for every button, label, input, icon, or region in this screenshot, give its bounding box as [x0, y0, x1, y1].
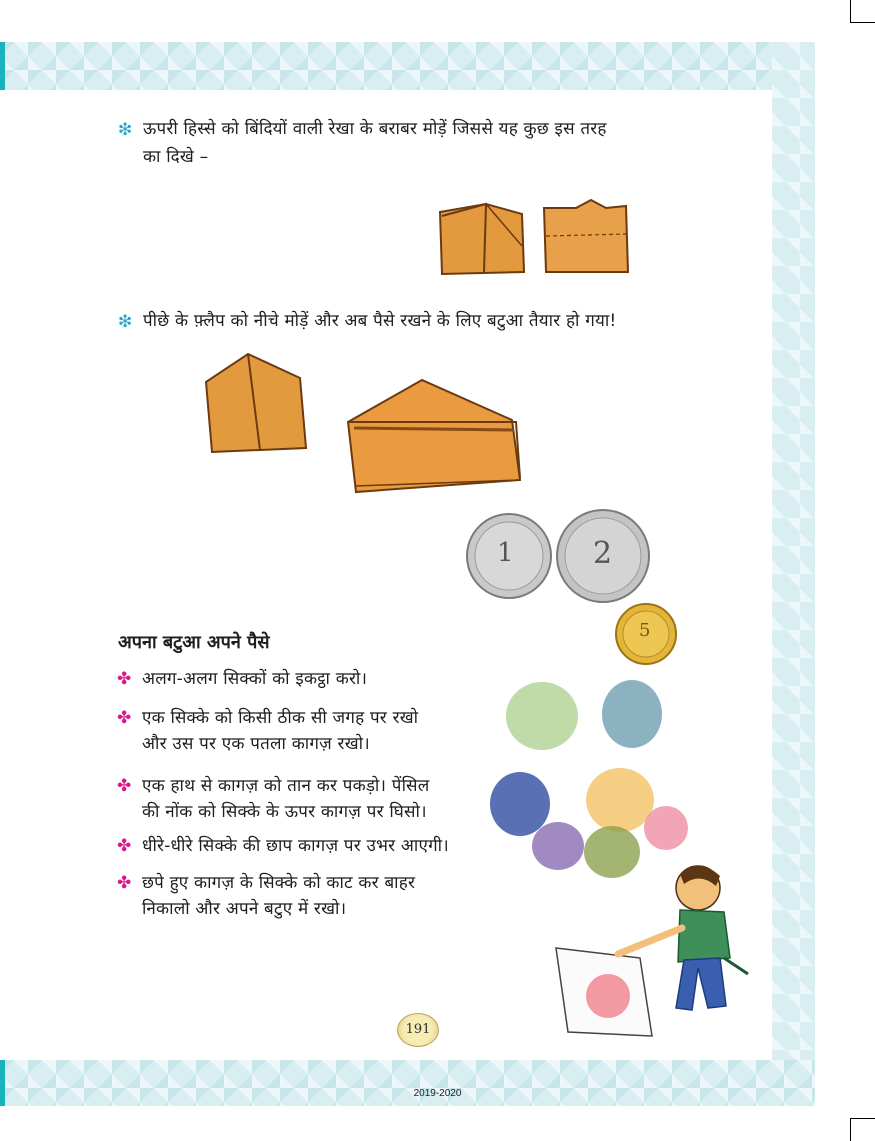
- top-band-marker: [0, 42, 5, 90]
- finished-wallet-illustration: [202, 352, 532, 497]
- bottom-decorative-band: [0, 1060, 815, 1106]
- right-decorative-band: [772, 42, 815, 1106]
- step-5-line2: निकालो और अपने बटुए में रखो।: [142, 899, 347, 919]
- instruction-fold-line1: ऊपरी हिस्से को बिंदियों वाली रेखा के बराबर मोड़ें जिससे यह कुछ इस तरह: [143, 119, 607, 139]
- year-footer: 2019-2020: [413, 1088, 462, 1099]
- coin-two-rupee: 2: [593, 536, 613, 571]
- coin-five-rupee: 5: [639, 620, 651, 641]
- coin-one-rupee: 1: [497, 538, 514, 568]
- child-rubbing-coin-illustration: [548, 858, 758, 1038]
- star-bullet-icon: ❇: [118, 312, 133, 332]
- step-3-line1: एक हाथ से कागज़ को तान कर पकड़ो। पेंसिल: [142, 776, 430, 796]
- activity-heading: अपना बटुआ अपने पैसे: [118, 632, 270, 653]
- crop-mark-bottom-right: [850, 1118, 875, 1141]
- step-2-line2: और उस पर एक पतला कागज़ रखो।: [142, 734, 370, 754]
- step-2-line1: एक सिक्के को किसी ठीक सी जगह पर रखो: [142, 708, 419, 728]
- instruction-fold-line2: का दिखे –: [143, 147, 209, 167]
- top-decorative-band: [0, 42, 815, 90]
- bottom-band-marker: [0, 1060, 5, 1106]
- step-1: अलग-अलग सिक्कों को इकट्ठा करो।: [142, 669, 368, 689]
- flower-bullet-icon: ✤: [117, 836, 132, 856]
- coins-illustration: [466, 512, 686, 662]
- flower-bullet-icon: ✤: [117, 776, 132, 796]
- folded-paper-illustration-1: [436, 198, 696, 278]
- step-5-line1: छपे हुए कागज़ के सिक्के को काट कर बाहर: [142, 873, 416, 893]
- flower-bullet-icon: ✤: [117, 669, 132, 689]
- flower-bullet-icon: ✤: [117, 708, 132, 728]
- instruction-flap: पीछे के फ़्लैप को नीचे मोड़ें और अब पैसे रखने के लिए बटुआ तैयार हो गया!: [143, 311, 617, 331]
- crop-mark-top-right: [850, 0, 875, 23]
- page-number-badge: 191: [397, 1013, 439, 1047]
- star-bullet-icon: ❇: [118, 120, 133, 140]
- flower-bullet-icon: ✤: [117, 873, 132, 893]
- step-4: धीरे-धीरे सिक्के की छाप कागज़ पर उभर आएगी।: [142, 836, 449, 856]
- step-3-line2: की नोंक को सिक्के के ऊपर कागज़ पर घिसो।: [142, 802, 427, 822]
